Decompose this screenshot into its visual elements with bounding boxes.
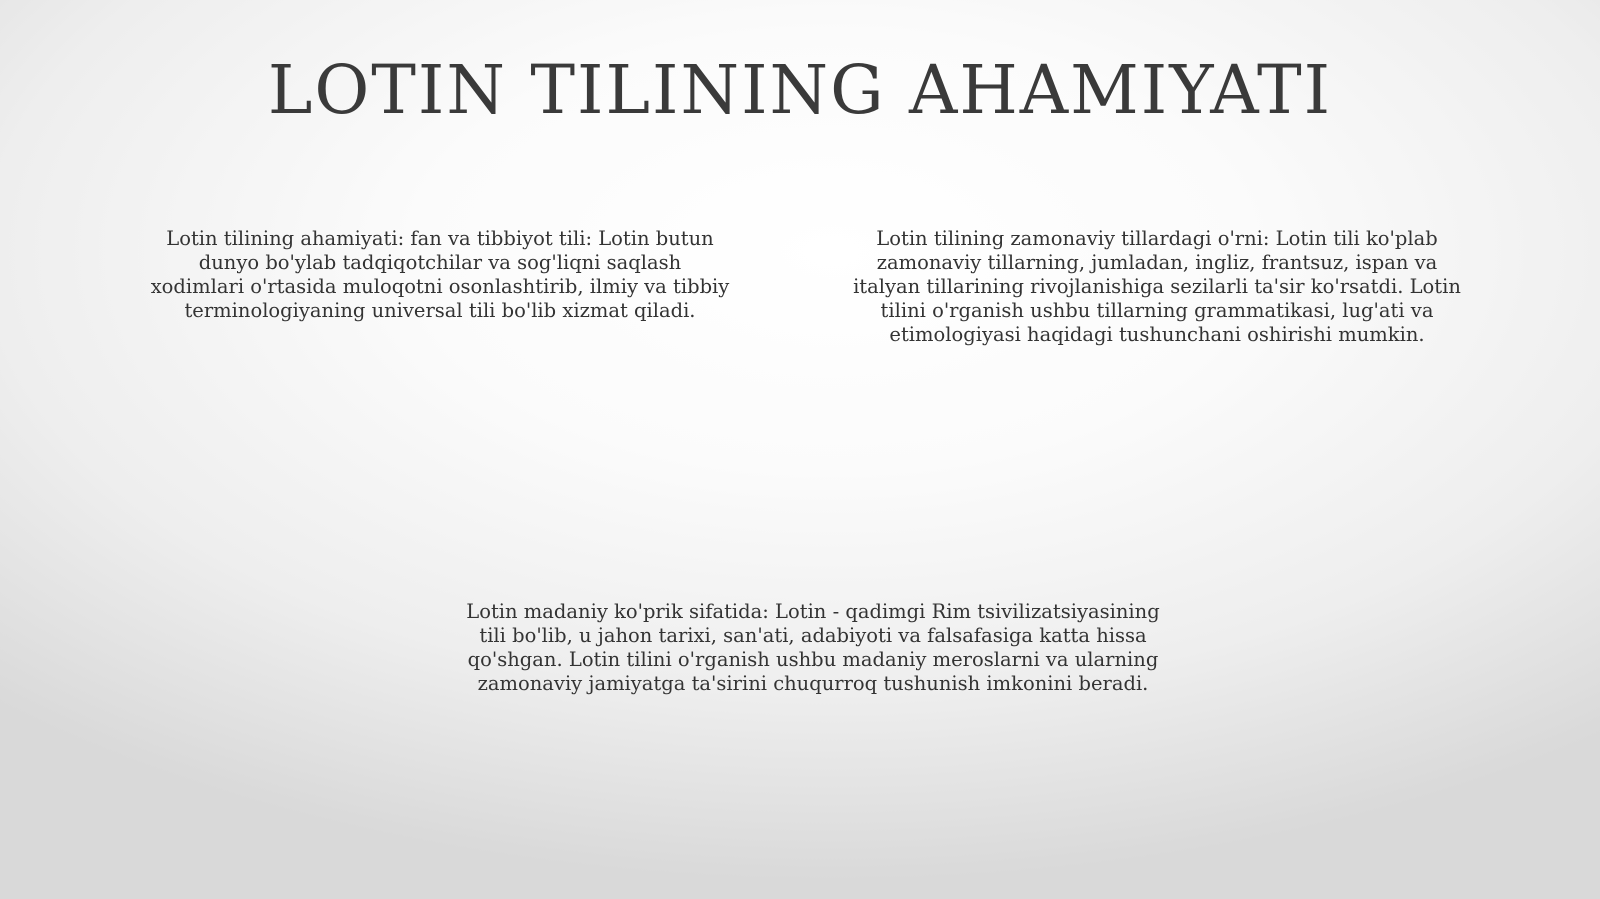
slide-title: LOTIN TILINING AHAMIYATI <box>267 51 1333 129</box>
paragraph-modern-languages: Lotin tilining zamonaviy tillardagi o'rni: Lotin tili ko'plab zamonaviy tillarning, jumladan, ingliz, frantsuz, ispan va italyan tillarining rivojlanishiga sezilarli ta'sir ko'rsatdi. Lotin tilini o'rganish ushbu tillarning grammatikasi, lug'ati va etimologiyasi haqidagi tushunchani oshirishi mumkin. <box>853 227 1461 346</box>
paragraph-cultural-bridge: Lotin madaniy ko'prik sifatida: Lotin - qadimgi Rim tsivilizatsiyasining tili bo'lib, u jahon tarixi, san'ati, adabiyoti va falsafasiga katta hissa qo'shgan. Lotin tilini o'rganish ushbu madaniy meroslarni va ularning zamonaviy jamiyatga ta'sirini chuqurroq tushunish imkonini beradi. <box>466 600 1160 695</box>
paragraph-science-medicine: Lotin tilining ahamiyati: fan va tibbiyot tili: Lotin butun dunyo bo'ylab tadqiqotchilar va sog'liqni saqlash xodimlari o'rtasida muloqotni osonlashtirib, ilmiy va tibbiy terminologiyaning universal tili bo'lib xizmat qiladi. <box>150 227 730 322</box>
